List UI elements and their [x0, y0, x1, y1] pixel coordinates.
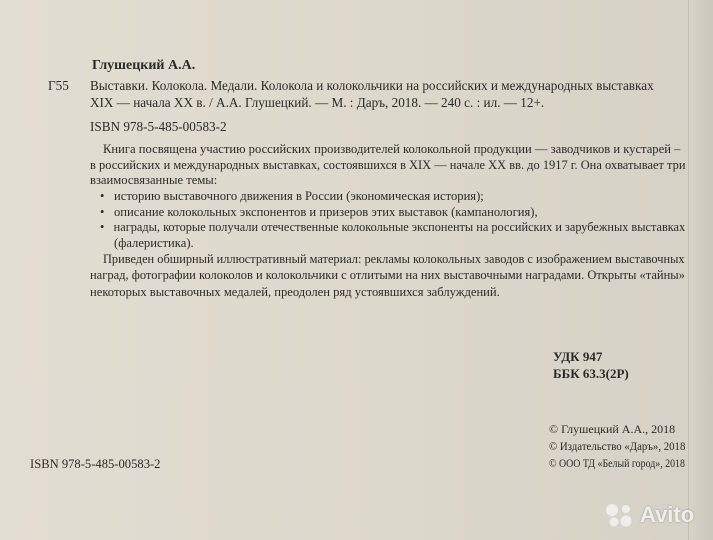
title-line-1: Выставки. Колокола. Медали. Колокола и колокольчики на российских и международных выставках: [90, 78, 654, 93]
isbn-line: ISBN 978-5-485-00583-2: [90, 119, 227, 134]
copyright-line: © ООО ТД «Белый город», 2018: [549, 456, 685, 470]
page-edge: [688, 0, 713, 540]
udk-code: УДК 947: [553, 349, 603, 364]
bullet-text: историю выставочного движения в России (экономическая история);: [114, 189, 484, 203]
annotation-line: Книга посвящена участию российских производителей колокольной продукции — заводчиков и кустарей –: [103, 142, 681, 156]
classification-code: Г55: [48, 78, 69, 93]
watermark-text: Avito: [640, 502, 695, 527]
bullet-continuation: (фалеристика).: [114, 236, 194, 250]
paragraph-line: некоторых выставочных медалей, преодолен ряд устоявшихся заблуждений.: [90, 285, 500, 299]
annotation-line: в российских и международных выставках, состоявшихся в XIX — начале XX вв. до 1917 г. Она охватывает три: [90, 158, 686, 172]
bullet-item: • награды, которые получали отечественные колокольные экспоненты на российских и зарубежных выставках: [100, 220, 686, 234]
title-line-2: XIX — начала XX в. / А.А. Глушецкий. — М. : Даръ, 2018. — 240 с. : ил. — 12+.: [90, 95, 545, 110]
bullet-text: награды, которые получали отечественные колокольные экспоненты на российских и зарубежных выставках: [113, 220, 686, 234]
bullet-text: описание колокольных экспонентов и призеров этих выставок (кампанология),: [114, 205, 538, 219]
paragraph-line: наград, фотографии колоколов и колокольчики с отлитыми на них выставочными наградами. Открыты «тайны»: [90, 268, 685, 282]
footer-isbn: ISBN 978-5-485-00583-2: [30, 457, 161, 471]
annotation-line: взаимосвязанные темы:: [90, 173, 218, 187]
paragraph-line: Приведен обширный иллюстративный материал: рекламы колокольных заводов с изображением выставочных: [103, 252, 685, 266]
copyright-line: © Глушецкий А.А., 2018: [549, 422, 676, 436]
bullet-item: • описание колокольных экспонентов и призеров этих выставок (кампанология),: [100, 205, 538, 219]
author-name: Глушецкий А.А.: [92, 58, 196, 73]
avito-watermark: [604, 500, 694, 530]
bbk-code: ББК 63.3(2Р): [553, 366, 629, 381]
bullet-item: • историю выставочного движения в России (экономическая история);: [100, 189, 484, 203]
copyright-line: © Издательство «Даръ», 2018: [549, 439, 686, 453]
avito-dots-icon: [604, 502, 634, 528]
